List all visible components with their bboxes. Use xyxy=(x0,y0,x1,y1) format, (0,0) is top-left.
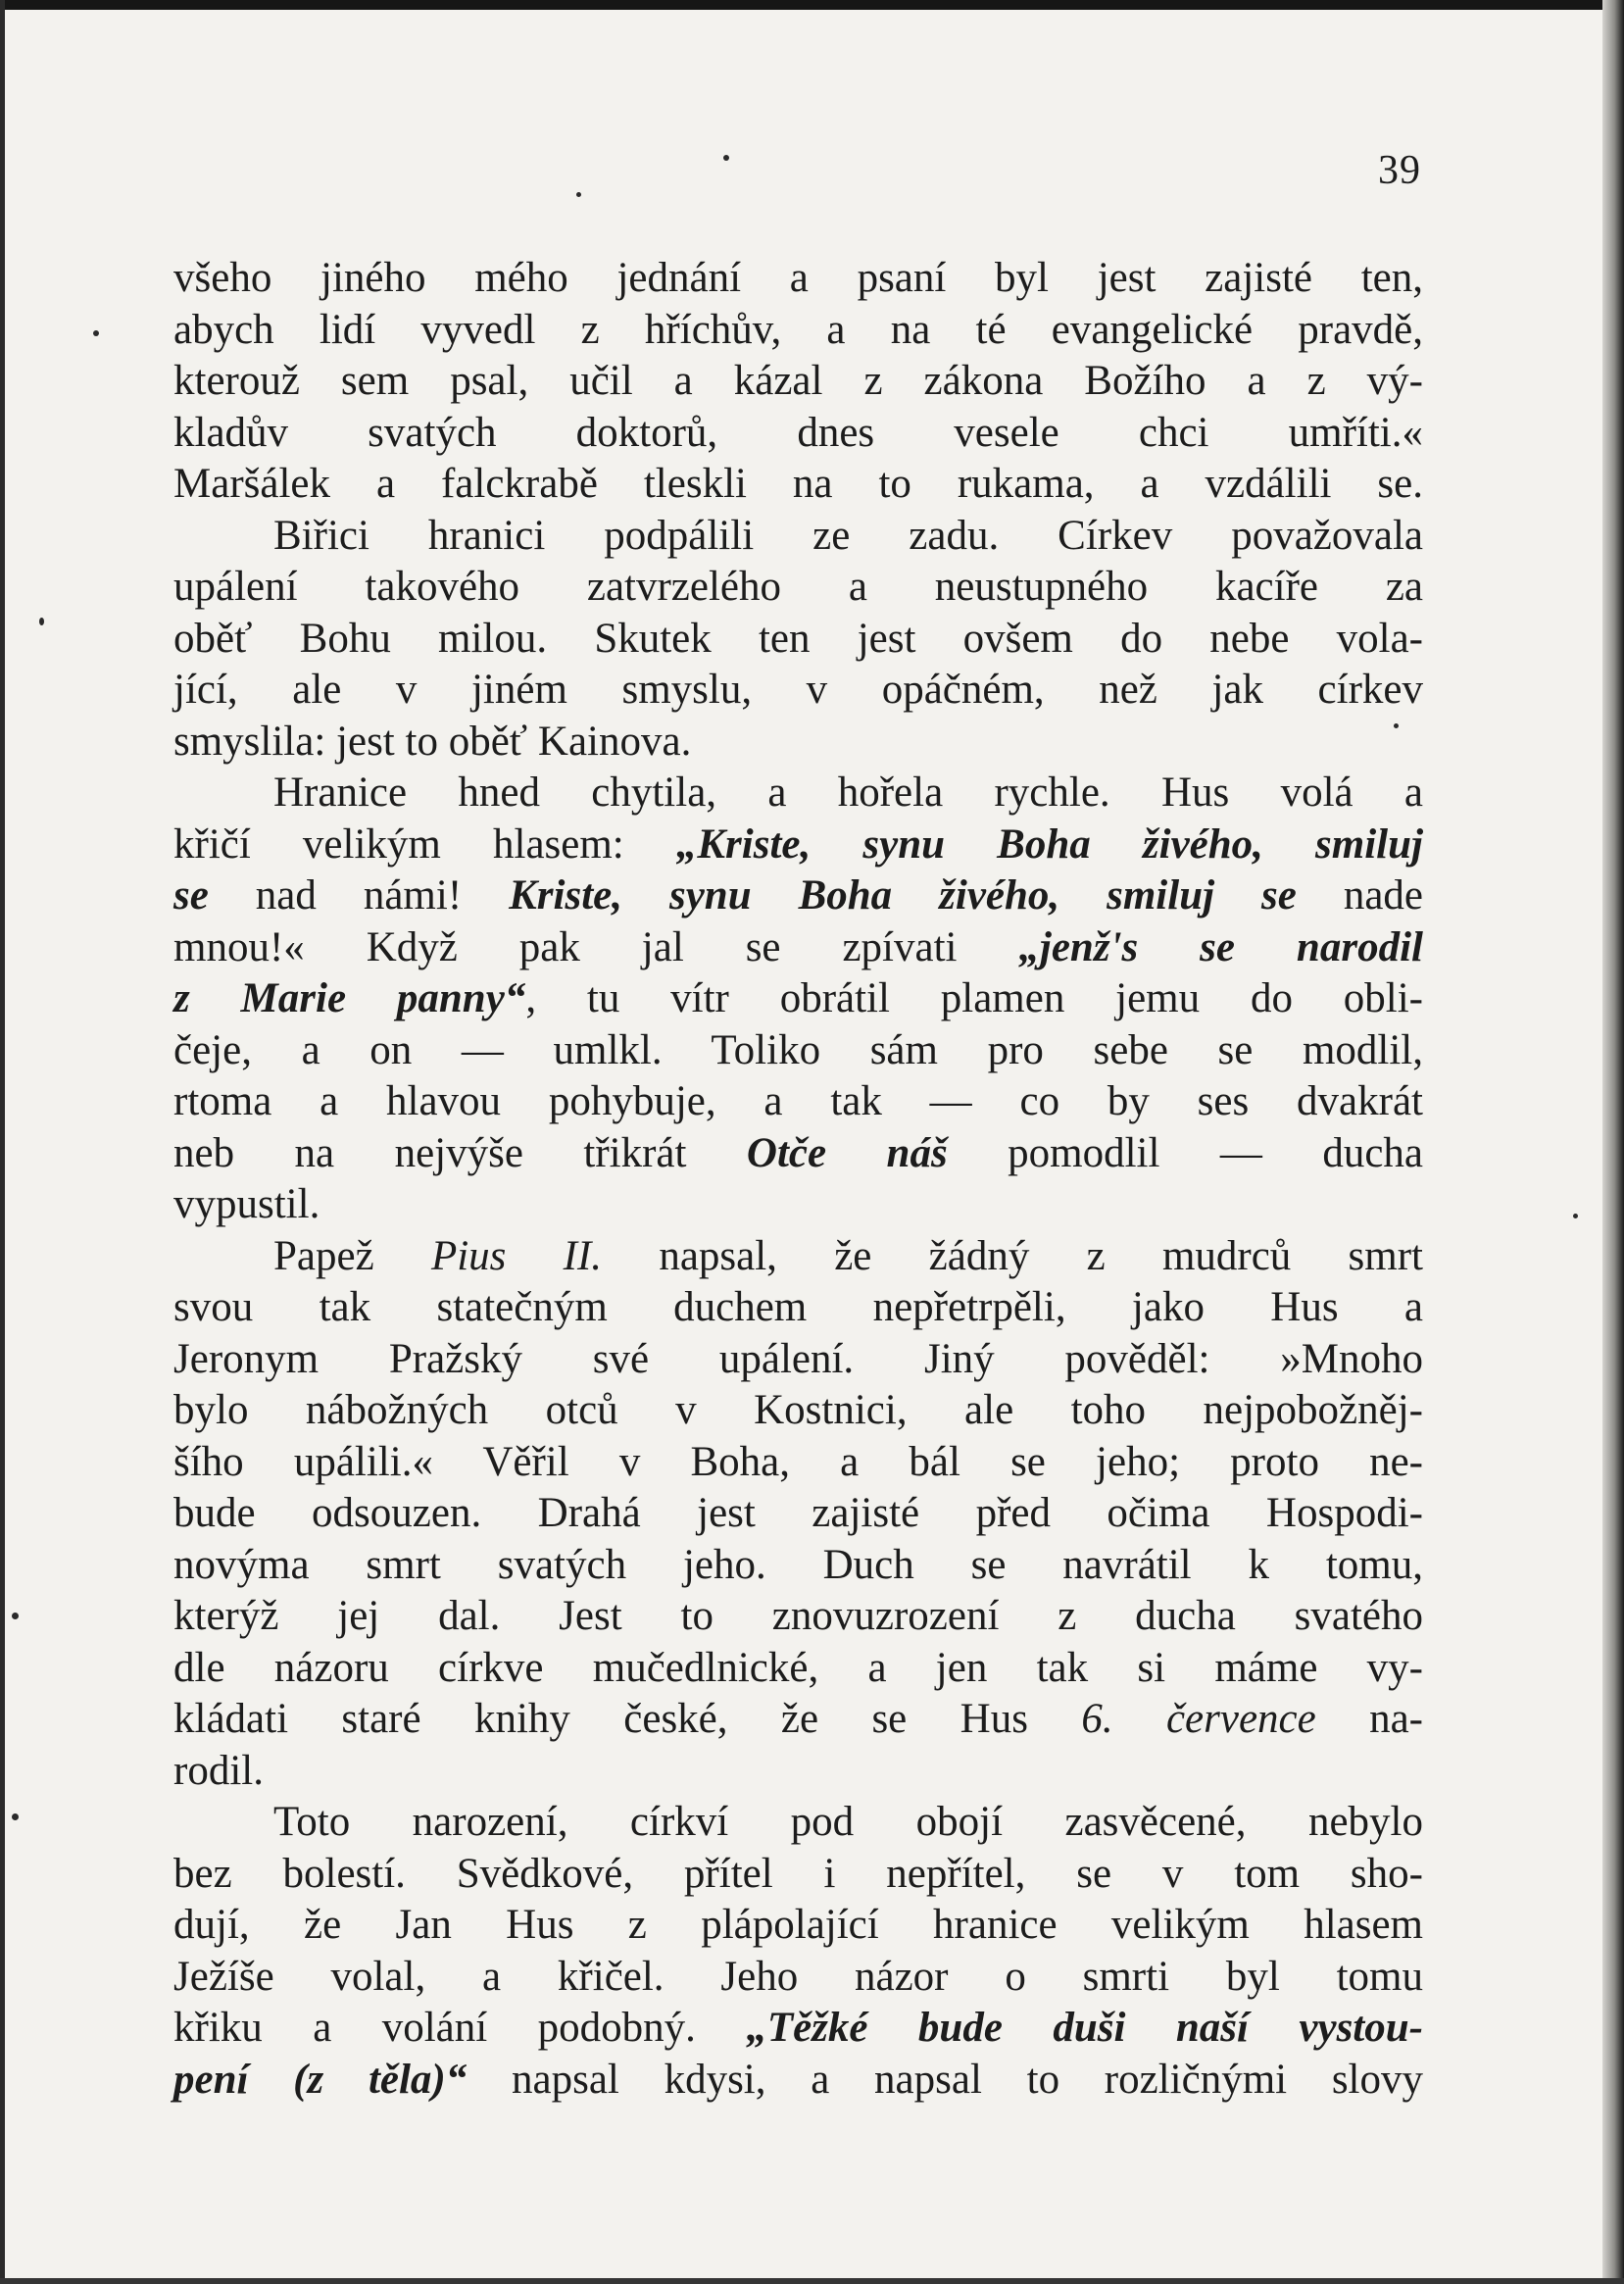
text-segment: rodil. xyxy=(173,1747,264,1794)
text-segment: jící, ale v jiném smyslu, v opáčném, než jak církev xyxy=(173,667,1423,713)
text-segment: šího upálili.« Věřil v Boha, a bál se jeho; proto ne- xyxy=(173,1438,1423,1485)
text-segment: napsal, že žádný z mudrců smrt xyxy=(602,1232,1424,1279)
text-segment: abych lidí vyvedl z hříchův, a na té evangelické pravdě, xyxy=(173,306,1423,353)
text-segment: nade xyxy=(1296,872,1423,919)
page-border-left xyxy=(0,0,5,2284)
text-segment: křičí velikým hlasem: xyxy=(173,820,676,868)
paper-speck xyxy=(12,1613,19,1619)
emphasis-segment: 6. července xyxy=(1081,1696,1316,1742)
text-line xyxy=(173,1694,1423,1746)
text-segment: dle názoru církve mučedlnické, a jen tak si máme vy- xyxy=(173,1644,1423,1691)
emphasis-segment: „Těžké bude duši naší vystou- xyxy=(746,2005,1423,2051)
emphasis-segment: Pius II. xyxy=(430,1232,603,1279)
text-segment: vypustil. xyxy=(173,1181,320,1227)
text-segment: na- xyxy=(1315,1696,1424,1742)
text-segment: pomodlil — ducha xyxy=(947,1129,1423,1176)
text-line xyxy=(173,1025,1423,1077)
text-segment: dují, že Jan Hus z plápolající hranice velikým hlasem xyxy=(173,1902,1423,1948)
paper-speck xyxy=(1573,1214,1578,1218)
emphasis-segment: „jenž's se narodil xyxy=(1018,923,1423,970)
paper-speck xyxy=(12,1813,19,1820)
text-segment: čeje, a on — umlkl. Toliko sám pro sebe se modlil, xyxy=(173,1026,1423,1073)
text-line xyxy=(173,1488,1423,1540)
text-line xyxy=(173,768,1423,819)
text-line xyxy=(173,1900,1423,1952)
text-segment: Papež xyxy=(273,1232,431,1279)
text-segment: všeho jiného mého jednání a psaní byl jest zajisté ten, xyxy=(173,255,1423,301)
text-segment: oběť Bohu milou. Skutek ten jest ovšem do nebe vola- xyxy=(173,615,1423,662)
text-line xyxy=(173,1591,1423,1643)
text-segment: křiku a volání podobný. xyxy=(173,2005,747,2051)
emphasis-segment: „Kriste, synu Boha živého, smiluj xyxy=(675,820,1423,868)
text-line xyxy=(173,305,1423,357)
text-segment: neb na nejvýše třikrát xyxy=(173,1129,747,1176)
emphasis-segment: pení (z těla)“ xyxy=(173,2056,468,2103)
page-border-bottom xyxy=(0,2278,1624,2284)
page-number: 39 xyxy=(1378,148,1421,193)
text-segment: rtoma a hlavou pohybuje, a tak — co by ses dvakrát xyxy=(173,1078,1423,1124)
text-line xyxy=(173,511,1423,563)
text-line xyxy=(173,1797,1423,1849)
text-segment: kterouž sem psal, učil a kázal z zákona Božího a z vý- xyxy=(173,358,1423,404)
text-segment: bez bolestí. Svědkové, přítel i nepřítel, se v tom sho- xyxy=(173,1850,1423,1897)
text-line xyxy=(173,1437,1423,1489)
text-line xyxy=(173,973,1423,1025)
text-line xyxy=(173,1385,1423,1437)
text-segment: bude odsouzen. Drahá jest zajisté před očima Hospodi- xyxy=(173,1490,1423,1536)
text-segment: , tu vítr obrátil plamen jemu do obli- xyxy=(525,975,1423,1021)
text-line xyxy=(173,2003,1423,2055)
text-segment: mnou!« Když pak jal se zpívati xyxy=(173,923,1019,970)
text-segment: kládati staré knihy české, že se Hus xyxy=(173,1696,1082,1742)
text-line xyxy=(173,459,1423,511)
text-segment: novýma smrt svatých jeho. Duch se navrátil k tomu, xyxy=(173,1541,1423,1588)
text-segment: smyslila: jest to oběť Kainova. xyxy=(173,718,692,765)
text-line xyxy=(173,2055,1423,2107)
text-line xyxy=(173,1076,1423,1128)
page-border-top xyxy=(0,0,1624,10)
paper-speck xyxy=(39,618,44,625)
text-line xyxy=(173,1540,1423,1592)
text-segment: Jeronym Pražský své upálení. Jiný pověděl: »Mnoho xyxy=(173,1335,1423,1382)
text-line xyxy=(173,1643,1423,1695)
emphasis-segment: se xyxy=(173,872,209,919)
text-line xyxy=(173,665,1423,717)
text-line xyxy=(173,1334,1423,1386)
text-segment: upálení takového zatvrzelého a neustupného kacíře za xyxy=(173,564,1423,610)
text-line xyxy=(173,819,1423,871)
text-line xyxy=(173,1746,1423,1798)
paper-speck xyxy=(576,192,581,197)
text-line xyxy=(173,356,1423,408)
text-line xyxy=(173,1282,1423,1334)
text-segment: svou tak statečným duchem nepřetrpěli, jako Hus a xyxy=(173,1284,1423,1330)
text-segment: napsal kdysi, a napsal to rozličnými slovy xyxy=(467,2056,1423,2103)
text-segment: Ježíše volal, a křičel. Jeho názor o smrti byl tomu xyxy=(173,1953,1423,2000)
text-segment: Maršálek a falckrabě tleskli na to rukama, a vzdálili se. xyxy=(173,461,1423,507)
text-line xyxy=(173,1179,1423,1231)
text-line xyxy=(173,870,1423,922)
page-border-right xyxy=(1602,0,1624,2284)
text-segment: kladův svatých doktorů, dnes vesele chci umříti.« xyxy=(173,409,1423,456)
emphasis-segment: Kriste, synu Boha živého, smiluj se xyxy=(509,872,1297,919)
paper-speck xyxy=(93,330,99,336)
text-segment: bylo nábožných otců v Kostnici, ale toho nejpobožněj- xyxy=(173,1387,1423,1433)
emphasis-segment: Otče náš xyxy=(746,1129,948,1176)
text-line xyxy=(173,562,1423,614)
paper-speck xyxy=(723,155,729,161)
text-segment: Toto narození, církví pod obojí zasvěcené, nebylo xyxy=(273,1799,1423,1845)
emphasis-segment: z Marie panny“ xyxy=(173,975,526,1021)
text-segment: Hranice hned chytila, a hořela rychle. Hus volá a xyxy=(273,770,1423,816)
body-text xyxy=(173,253,1423,2106)
text-line xyxy=(173,717,1423,769)
text-segment: nad námi! xyxy=(208,872,510,919)
text-line xyxy=(173,922,1423,974)
text-line xyxy=(173,1231,1423,1283)
text-line xyxy=(173,253,1423,305)
text-segment: Biřici hranici podpálili ze zadu. Církev považovala xyxy=(273,512,1423,559)
text-segment: kterýž jej dal. Jest to znovuzrození z ducha svatého xyxy=(173,1593,1423,1639)
text-line xyxy=(173,1952,1423,2004)
text-line xyxy=(173,408,1423,460)
text-line xyxy=(173,1849,1423,1901)
text-line xyxy=(173,1128,1423,1180)
text-line xyxy=(173,614,1423,666)
